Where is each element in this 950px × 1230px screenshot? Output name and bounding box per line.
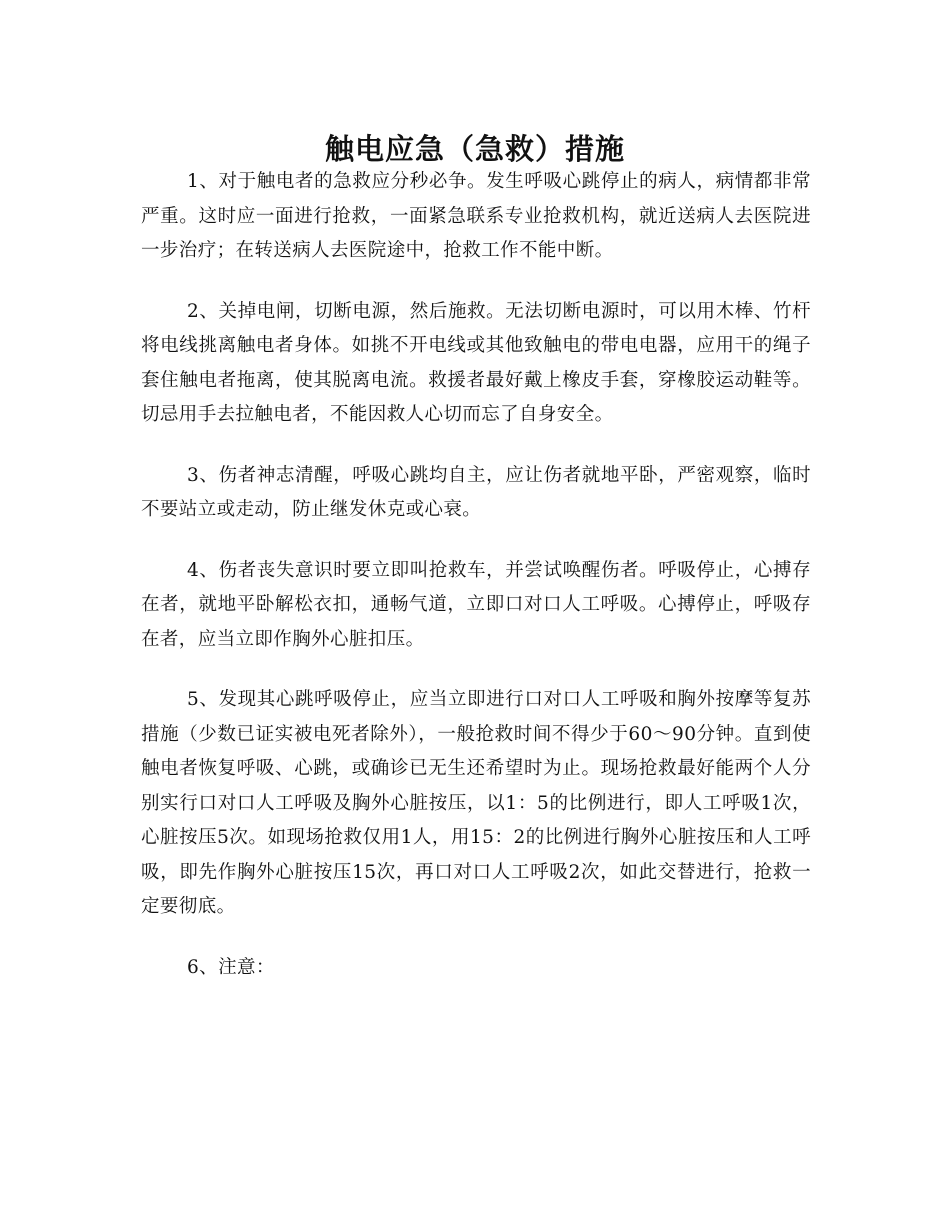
- paragraph-2: 2、关掉电闸，切断电源，然后施救。无法切断电源时，可以用木棒、竹杆将电线挑离触电者身体。如挑不开电线或其他致触电的带电电器，应用干的绳子套住触电者拖离，使其脱离电流。救援者最好戴上橡皮手套，穿橡胶运动鞋等。切忌用手去拉触电者，不能因救人心切而忘了自身安全。: [141, 300, 811, 425]
- document-body: [141, 165, 811, 1011]
- paragraph-6: 6、注意：: [187, 956, 275, 978]
- paragraph-3: 3、伤者神志清醒，呼吸心跳均自主，应让伤者就地平卧，严密观察，临时不要站立或走动，防止继发休克或心衰。: [141, 464, 811, 520]
- paragraph-5: 5、发现其心跳呼吸停止，应当立即进行口对口人工呼吸和胸外按摩等复苏措施（少数已证实被电死者除外），一般抢救时间不得少于60～90分钟。直到使触电者恢复呼吸、心跳，或确诊已无生还希望时为止。现场抢救最好能两个人分别实行口对口人工呼吸及胸外心脏按压，以1：5的比例进行，即人工呼吸1次，心脏按压5次。如现场抢救仅用1人，用15：2的比例进行胸外心脏按压和人工呼吸，即先作胸外心脏按压15次，再口对口人工呼吸2次，如此交替进行，抢救一定要彻底。: [141, 689, 811, 917]
- paragraph-4: 4、伤者丧失意识时要立即叫抢救车，并尝试唤醒伤者。呼吸停止，心搏存在者，就地平卧解松衣扣，通畅气道，立即口对口人工呼吸。心搏停止，呼吸存在者，应当立即作胸外心脏扣压。: [141, 559, 811, 650]
- paragraph-1: 1、对于触电者的急救应分秒必争。发生呼吸心跳停止的病人，病情都非常严重。这时应一面进行抢救，一面紧急联系专业抢救机构，就近送病人去医院进一步治疗；在转送病人去医院途中，抢救工作不能中断。: [141, 171, 811, 261]
- document-title: 触电应急（急救）措施: [324, 132, 625, 167]
